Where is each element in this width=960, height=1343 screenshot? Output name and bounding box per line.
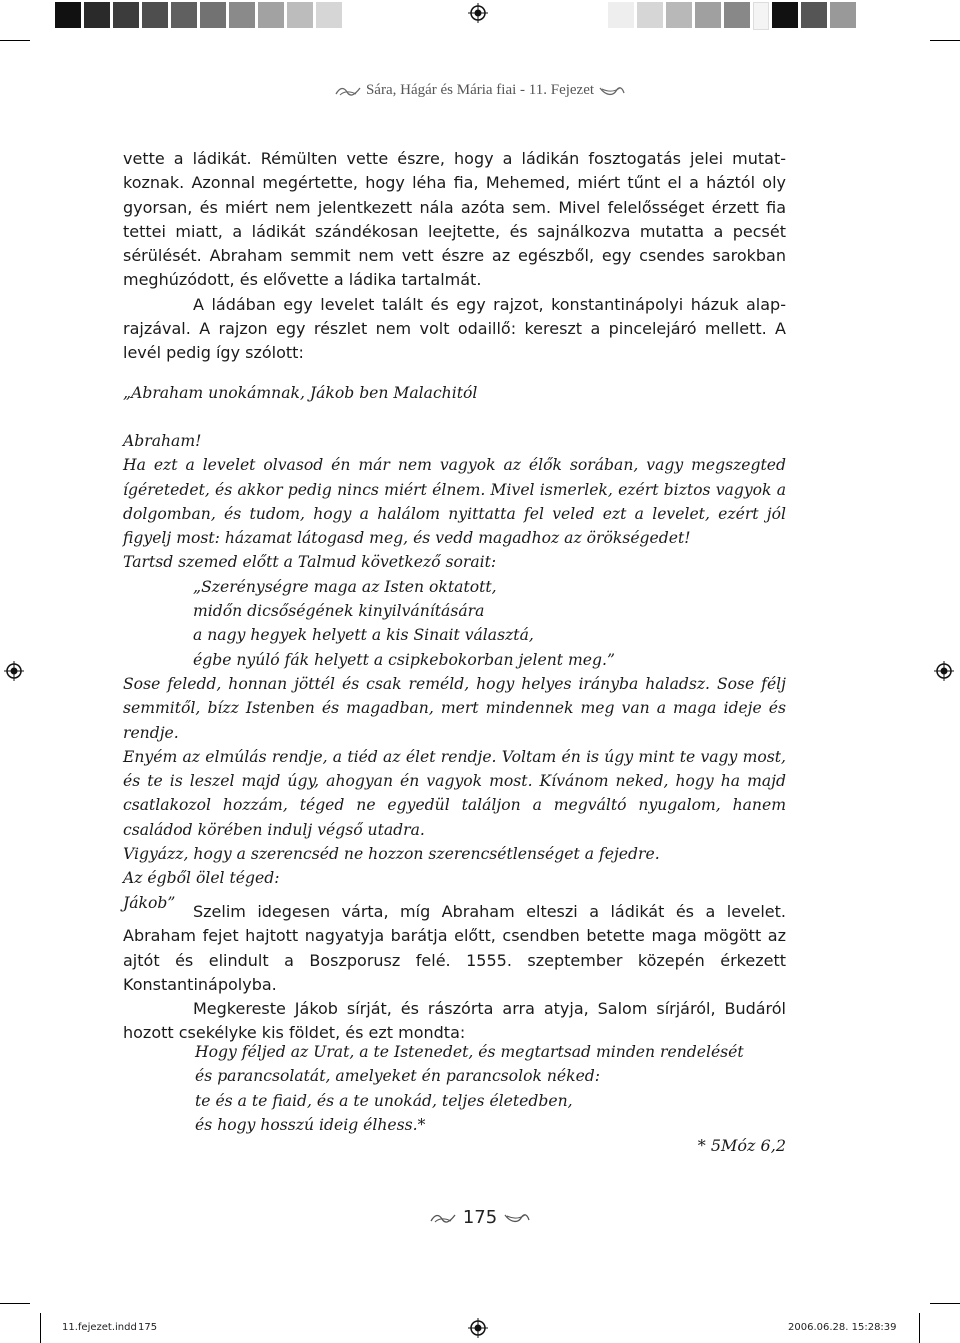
calibration-swatch bbox=[113, 2, 139, 28]
calibration-swatch bbox=[84, 2, 110, 28]
calibration-swatch bbox=[637, 2, 663, 28]
letter-body bbox=[123, 429, 786, 915]
letter-paragraph: Tartsd szemed előtt a Talmud következő sorait: bbox=[123, 553, 497, 572]
talmud-poem bbox=[123, 575, 786, 672]
calibration-swatch bbox=[830, 2, 856, 28]
body-text-top bbox=[123, 147, 786, 366]
letter-heading-block bbox=[123, 381, 786, 405]
footnote-reference: * 5Móz 6,2 bbox=[697, 1136, 786, 1155]
crop-mark bbox=[930, 1303, 960, 1304]
calibration-swatch bbox=[695, 2, 721, 28]
calibration-swatch bbox=[55, 2, 81, 28]
paragraph: A ládában egy levelet talált és egy rajzot, konstantinápolyi házuk alaprajzával. A rajzon egy részlet nem volt odaillő: kereszt a pincelejáró mellett. A levél pedig így szólott: bbox=[123, 294, 786, 363]
poem-line: „Szerénységre maga az Isten oktatott, bbox=[193, 577, 497, 596]
swash-ornament-icon bbox=[598, 85, 626, 97]
calibration-swatch bbox=[258, 2, 284, 28]
letter-closing: Az égből ölel téged: bbox=[123, 869, 280, 888]
calibration-swatch bbox=[772, 2, 798, 28]
slug-page: 175 bbox=[138, 1322, 158, 1333]
paragraph: Megkereste Jákob sírját, és rászórta arra atyja, Salom sírjáról, Budáról hozott csekélyke kis földet, és ezt mondta: bbox=[123, 999, 786, 1043]
poem-line: midőn dicsőségének kinyilvánítására bbox=[193, 602, 485, 621]
letter-heading: „Abraham unokámnak, Jákob ben Malachitól bbox=[123, 384, 478, 402]
verse-line: Hogy féljed az Urat, a te Istenedet, és megtartsad minden rendelését bbox=[195, 1043, 744, 1061]
crop-mark bbox=[930, 40, 960, 41]
scripture-quote bbox=[195, 1040, 785, 1137]
poem-line: a nagy hegyek helyett a kis Sinait választá, bbox=[193, 626, 534, 645]
verse-line: te és a te fiaid, és a te unokád, teljes életedben, bbox=[195, 1091, 573, 1110]
calibration-swatch bbox=[142, 2, 168, 28]
swash-ornament-icon bbox=[334, 85, 362, 97]
calibration-swatch bbox=[229, 2, 255, 28]
letter-paragraph: Vigyázz, hogy a szerencséd ne hozzon szerencsétlenséget a fejedre. bbox=[123, 845, 660, 864]
registration-mark-icon bbox=[468, 3, 488, 23]
page-number: 175 bbox=[462, 1207, 498, 1228]
letter-paragraph: Ha ezt a levelet olvasod én már nem vagyok az élők sorában, vagy megszegted ígéretedet, és akkor pedig nincs miért élnem. Mivel ismerlek, ezért biztos vagyok a dolgomban, és tudom, hogy a halálom nyittatta fel veled ezt a levelet, ezért jól figyelj most: házamat látogasd meg, és vedd magadhoz az örökségedet! bbox=[123, 456, 786, 548]
paragraph: vette a ládikát. Rémülten vette észre, hogy a ládikán fosztogatás jelei mutatkoznak. Azonnal megértette, hogy léha fia, Mehemed, miért tűnt el a háztól oly gyorsan, és miért nem jelentkezett nála azóta sem. Mivel felelősséget érzett fia tettei miatt, a ládikát szándékosan leejtette, és sajnálkozva mutatta a pecsét sérülését. Abraham semmit nem vett észre az egészből, egy csendes sarokban meghúzódott, és elővette a ládika tartalmát. bbox=[123, 149, 786, 290]
running-head bbox=[0, 82, 960, 99]
crop-mark bbox=[0, 1303, 30, 1304]
crop-mark bbox=[919, 1313, 920, 1343]
verse-line: és hogy hosszú ideig élhess.* bbox=[195, 1115, 426, 1134]
calibration-swatch bbox=[666, 2, 692, 28]
calibration-swatch bbox=[287, 2, 313, 28]
calibration-swatch bbox=[316, 2, 342, 28]
registration-mark-icon bbox=[468, 1318, 488, 1338]
swash-ornament-icon bbox=[503, 1212, 531, 1224]
calibration-swatch bbox=[724, 2, 750, 28]
crop-mark bbox=[0, 40, 30, 41]
calibration-swatch bbox=[608, 2, 634, 28]
letter-paragraph: Enyém az elmúlás rendje, a tiéd az élet rendje. Voltam én is úgy mint te vagy most, és te is leszel majd úgy, ahogyan én vagyok most. Kívánom neked, hogy ha majd csatlakozol hozzám, téged ne egyedül találjon a megváltó nyugalom, hanem családod körében indulj végső utadra. bbox=[123, 747, 786, 839]
slug-filename: 11.fejezet.indd bbox=[62, 1322, 137, 1333]
calibration-swatch bbox=[171, 2, 197, 28]
calibration-swatch bbox=[753, 2, 769, 30]
letter-paragraph: Sose feledd, honnan jöttél és csak reméld, hogy helyes irányba haladsz. Sose félj semmitől, bízz Istenben és magadban, mert mindennek meg van a maga ideje és rendje. bbox=[123, 674, 786, 742]
poem-line: égbe nyúló fák helyett a csipkebokorban jelent meg.” bbox=[193, 650, 615, 669]
letter-signature: Jákob” bbox=[123, 893, 176, 912]
slug-timestamp: 2006.06.28. 15:28:39 bbox=[788, 1322, 897, 1333]
verse-line: és parancsolatát, amelyeket én parancsolok néked: bbox=[195, 1067, 601, 1086]
swash-ornament-icon bbox=[429, 1212, 457, 1224]
calibration-swatch bbox=[200, 2, 226, 28]
paragraph: Szelim idegesen várta, míg Abraham elteszi a ládikát és a levelet. Abraham fejet hajtott nagyatyja barátja előtt, csendben betette maga mögött az ajtót és elindult a Boszporusz felé. 1555. szeptember közepén érkezett Konstantinápolyba. bbox=[123, 902, 786, 994]
running-head-title: Sára, Hágár és Mária fiai - 11. Fejezet bbox=[365, 82, 595, 98]
body-text-bottom bbox=[123, 900, 786, 1046]
calibration-swatch bbox=[801, 2, 827, 28]
crop-mark bbox=[40, 1313, 41, 1343]
registration-mark-icon bbox=[4, 661, 24, 681]
registration-mark-icon bbox=[934, 661, 954, 681]
letter-salutation: Abraham! bbox=[123, 432, 202, 450]
page-number-block bbox=[0, 1207, 960, 1228]
